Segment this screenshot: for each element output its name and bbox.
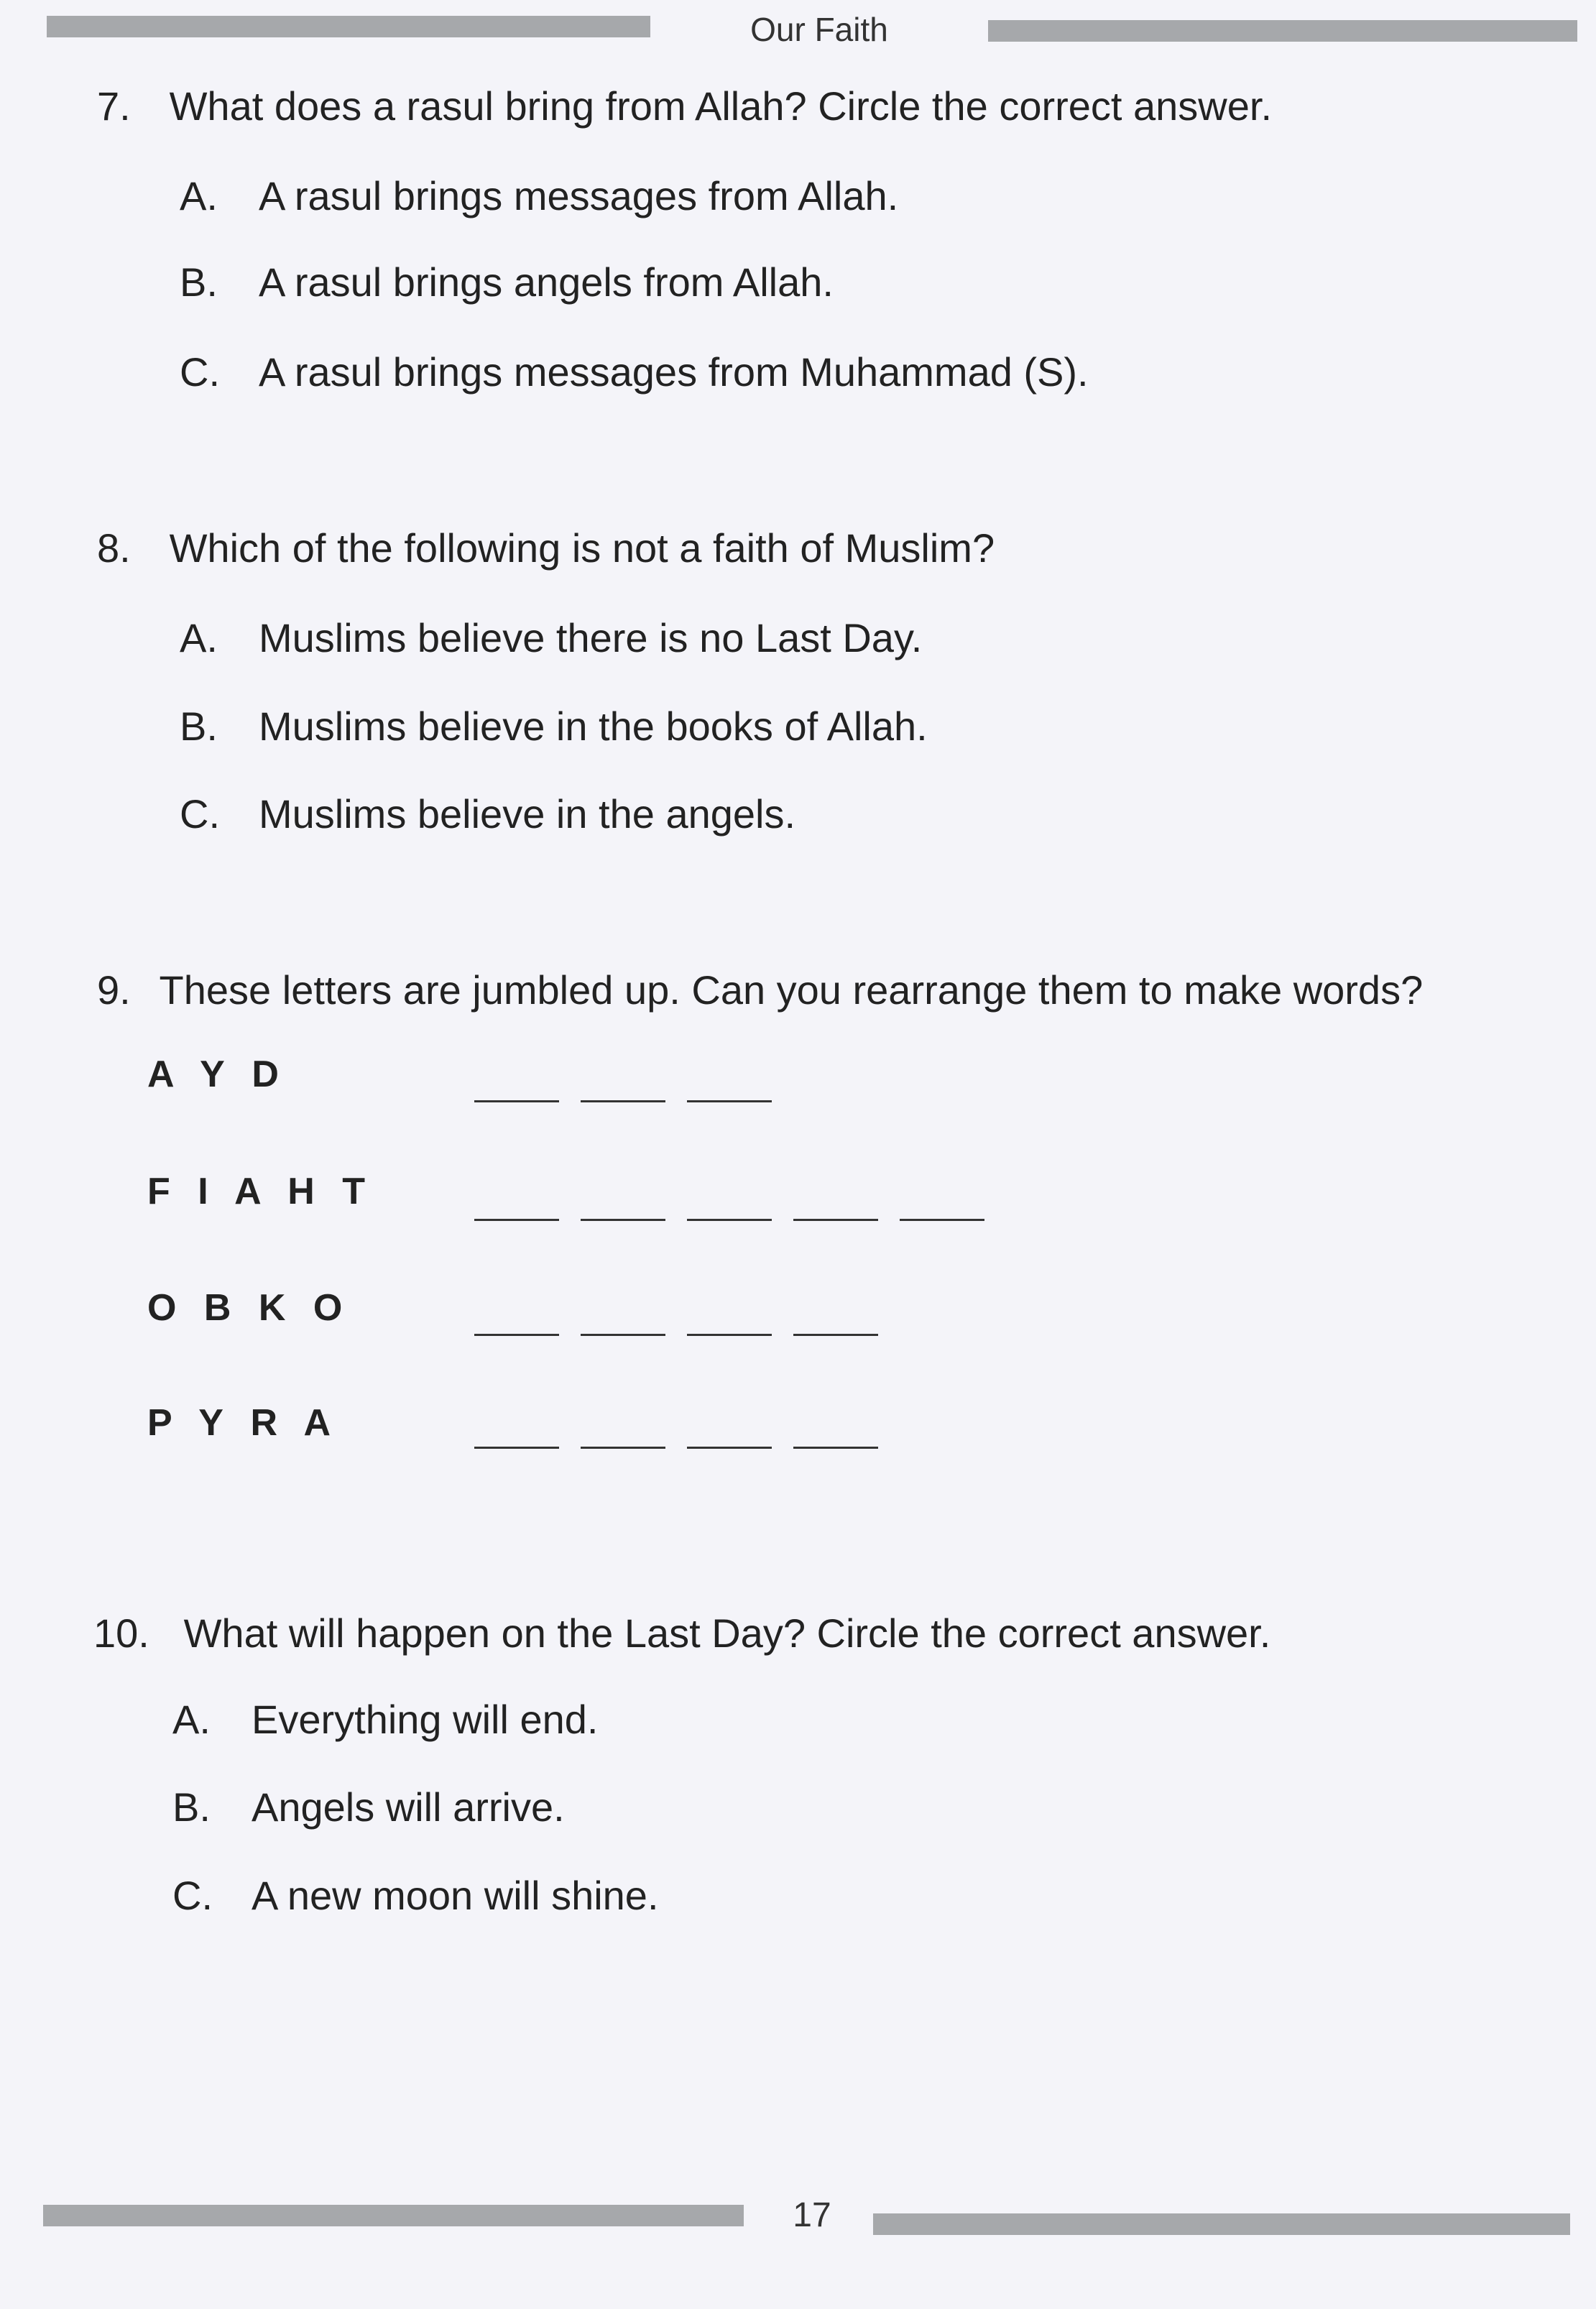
letter-blank[interactable] — [581, 1446, 665, 1449]
question-number: 9. — [97, 967, 131, 1013]
q7-option-a[interactable] — [180, 172, 898, 219]
question-number: 7. — [97, 83, 131, 129]
q10-option-c[interactable] — [172, 1872, 659, 1919]
jumble-word-3: O B K O — [147, 1287, 351, 1329]
question-8 — [97, 525, 995, 571]
option-text: A rasul brings messages from Allah. — [259, 173, 899, 218]
option-letter: B. — [172, 1784, 211, 1830]
letter-blank[interactable] — [687, 1446, 772, 1449]
footer-bar-right — [873, 2213, 1570, 2235]
page-number: 17 — [793, 2196, 831, 2234]
letter-blank[interactable] — [687, 1100, 772, 1102]
letter-blank[interactable] — [687, 1333, 772, 1336]
letter-blank[interactable] — [793, 1446, 878, 1449]
letter-blank[interactable] — [474, 1446, 559, 1449]
option-letter: B. — [180, 259, 218, 305]
question-7 — [97, 83, 1272, 129]
letter-blank[interactable] — [793, 1218, 878, 1221]
letter-blank[interactable] — [581, 1333, 665, 1336]
option-letter: C. — [180, 349, 220, 395]
jumble-word-1: A Y D — [147, 1054, 287, 1095]
letter-blank[interactable] — [687, 1218, 772, 1221]
question-text: Which of the following is not a faith of Muslim? — [169, 525, 995, 571]
option-text: Muslims believe in the angels. — [259, 791, 796, 837]
option-letter: A. — [180, 173, 218, 218]
q10-option-a[interactable] — [172, 1696, 598, 1743]
q8-option-c[interactable] — [180, 791, 795, 837]
option-text: A rasul brings messages from Muhammad (S). — [259, 349, 1089, 395]
q10-option-b[interactable] — [172, 1784, 565, 1830]
option-text: Angels will arrive. — [252, 1784, 565, 1830]
q8-option-a[interactable] — [180, 614, 922, 661]
option-text: A rasul brings angels from Allah. — [259, 259, 834, 305]
letter-blank[interactable] — [900, 1218, 984, 1221]
letter-blank[interactable] — [793, 1333, 878, 1336]
option-text: Everything will end. — [252, 1697, 599, 1742]
letter-blank[interactable] — [474, 1333, 559, 1336]
letter-blank[interactable] — [474, 1218, 559, 1221]
q7-option-b[interactable] — [180, 259, 834, 305]
question-10 — [93, 1610, 1270, 1656]
letter-blank[interactable] — [581, 1218, 665, 1221]
answer-blanks-4[interactable] — [474, 1446, 878, 1449]
option-letter: A. — [180, 615, 218, 660]
question-number: 10. — [93, 1610, 149, 1656]
q7-option-c[interactable] — [180, 349, 1089, 395]
letter-blank[interactable] — [581, 1100, 665, 1102]
answer-blanks-1[interactable] — [474, 1100, 772, 1102]
header-title: Our Faith — [750, 11, 888, 48]
jumble-word-4: P Y R A — [147, 1402, 340, 1444]
header-bar-left — [47, 16, 650, 37]
option-text: Muslims believe there is no Last Day. — [259, 615, 923, 660]
question-text: What does a rasul bring from Allah? Circle the correct answer. — [169, 83, 1273, 129]
question-text: What will happen on the Last Day? Circle the correct answer. — [183, 1610, 1271, 1656]
footer-bar-left — [43, 2205, 744, 2226]
q8-option-b[interactable] — [180, 703, 928, 750]
letter-blank[interactable] — [474, 1100, 559, 1102]
header-bar-right — [988, 20, 1577, 42]
question-number: 8. — [97, 525, 131, 571]
option-letter: C. — [180, 791, 220, 837]
question-9 — [97, 967, 1423, 1013]
option-text: A new moon will shine. — [252, 1873, 659, 1918]
option-letter: B. — [180, 704, 218, 749]
answer-blanks-3[interactable] — [474, 1333, 878, 1336]
option-letter: C. — [172, 1873, 213, 1918]
answer-blanks-2[interactable] — [474, 1218, 984, 1221]
question-text: These letters are jumbled up. Can you rearrange them to make words? — [159, 967, 1424, 1013]
option-text: Muslims believe in the books of Allah. — [259, 704, 928, 749]
jumble-word-2: F I A H T — [147, 1171, 374, 1212]
option-letter: A. — [172, 1697, 211, 1742]
